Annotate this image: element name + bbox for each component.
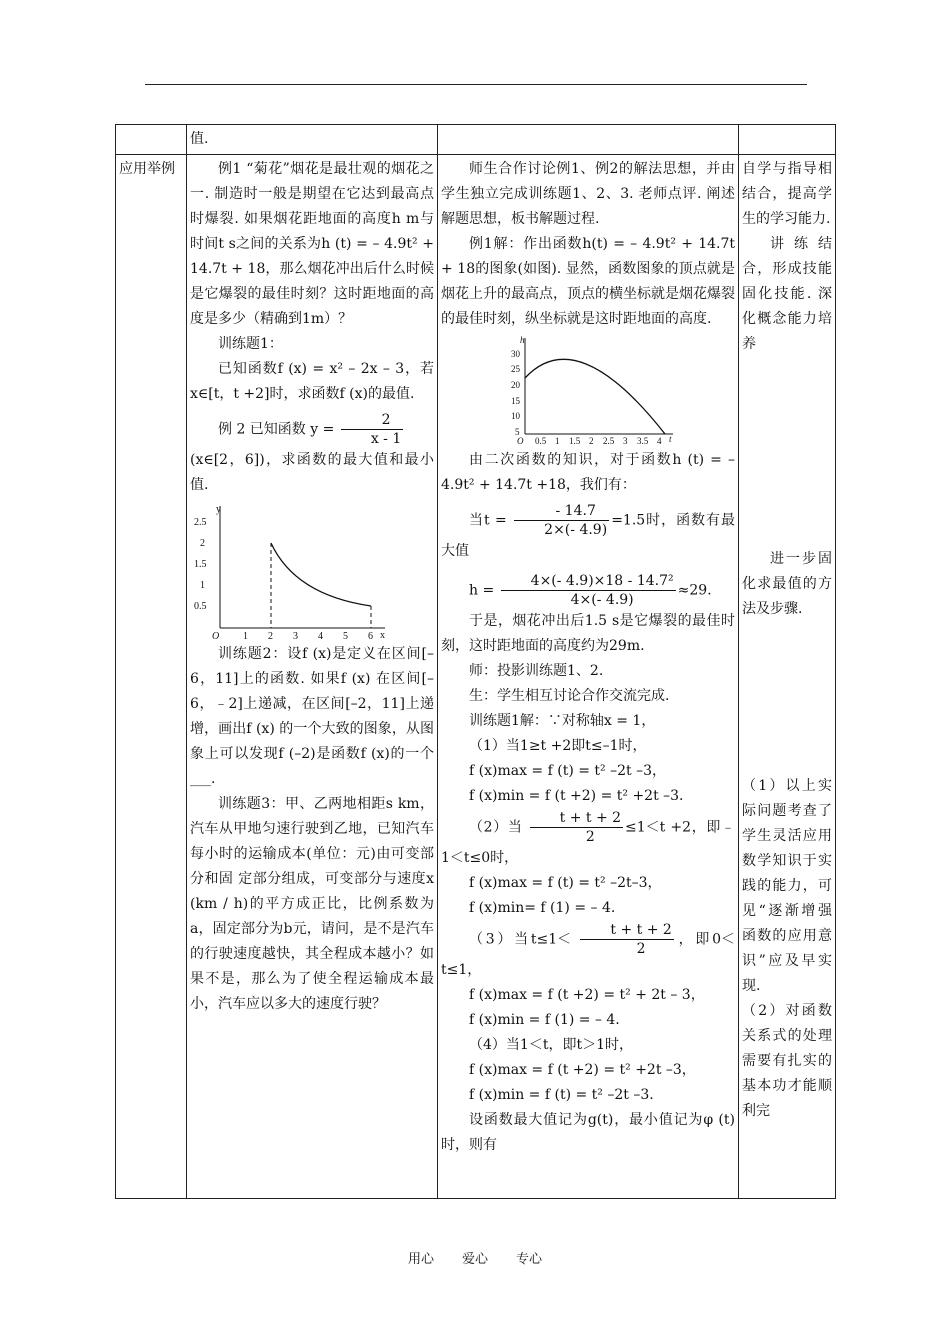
training-2: 训练题2：设f (x)是定义在区间[–6，11]上的函数. 如果f (x) 在区间[–6，﹣2]上递减，在区间[–2，11]上递增，画出f (x) 的一个大致的图象，从图象上可以发现f (–2)是函数f (x)的一个___. bbox=[190, 646, 434, 787]
header-rule bbox=[145, 84, 807, 85]
training-3: 训练题3：甲、乙两地相距s km，汽车从甲地匀速行驶到乙地，已知汽车每小时的运输成本(单位：元)由可变部分和固 定部分组成，可变部分与速度x (km / h)的平方成正比，比例系数为a，固定部分为b元，请问，是不是汽车的行驶速度越快，其全程成本越小？如果不是，那么为了使全程运输成本最小，汽车应以多大的速度行驶？ bbox=[190, 796, 434, 1012]
x-tick: 4 bbox=[318, 631, 323, 640]
page-footer: 用心 爱心 专心 bbox=[407, 1252, 543, 1267]
row1-col2: 值. bbox=[187, 125, 438, 155]
y-tick: 15 bbox=[511, 396, 520, 406]
x-tick: 4 bbox=[657, 436, 662, 446]
lesson-table bbox=[115, 124, 836, 1199]
fraction: $\frac{\text{4×(- 4.9)×18 - 14.7²}}{4\times(- 4.9)}$ bbox=[501, 572, 676, 609]
table-row bbox=[116, 155, 836, 1199]
y-tick: 5 bbox=[515, 427, 520, 437]
graph-reciprocal bbox=[190, 500, 390, 640]
y-tick: 30 bbox=[511, 349, 520, 359]
training-1: 已知函数f (x) = x² – 2x – 3，若x∈[t，t +2]时，求函数f (x)的最值. bbox=[190, 361, 434, 402]
graph-parabola bbox=[441, 334, 731, 446]
y-label: h bbox=[520, 335, 525, 345]
example-2: 例 2 已知函数 y = $\frac{2}{x - 1}$ bbox=[218, 412, 402, 447]
examples-column bbox=[187, 155, 438, 1199]
y-tick: 2 bbox=[200, 538, 205, 549]
x-tick: 2 bbox=[268, 631, 273, 640]
x-tick: 0.5 bbox=[535, 436, 547, 446]
x-tick: O bbox=[517, 436, 524, 446]
y-tick: 0.5 bbox=[194, 601, 207, 612]
example-2-domain: (x∈[2，6])，求函数的最大值和最小值. bbox=[190, 452, 434, 493]
x-tick: 3 bbox=[293, 631, 298, 640]
x-label: x bbox=[380, 630, 385, 640]
row-label: 应用举例 bbox=[116, 155, 187, 1199]
fraction: $\frac{t + t + 2}{2}$ bbox=[530, 809, 623, 846]
y-tick: 10 bbox=[511, 411, 520, 421]
example-1: 例1 “菊花”烟花是最壮观的烟花之一. 制造时一般是期望在它达到最高点时爆裂. 如果烟花距地面的高度h m与时间t s之间的关系为h (t) = – 4.9t² + 14.7t + 18，那么烟花冲出后什么时候是它爆裂的最佳时刻？这时距地面的高度是多少（精确到1m）？ bbox=[190, 161, 434, 327]
fraction: $\frac{2}{x - 1}$ bbox=[341, 411, 403, 448]
x-tick: 1.5 bbox=[569, 436, 581, 446]
x-tick: 1 bbox=[243, 631, 248, 640]
x-tick: 2 bbox=[589, 436, 594, 446]
x-tick: 6 bbox=[368, 631, 373, 640]
y-tick: 1 bbox=[200, 580, 205, 591]
y-tick: 1.5 bbox=[194, 559, 207, 570]
table-row bbox=[116, 125, 836, 155]
x-tick: 1 bbox=[555, 436, 560, 446]
x-tick: 3.5 bbox=[637, 436, 649, 446]
x-tick: 3 bbox=[623, 436, 628, 446]
training-1-title: 训练题1： bbox=[218, 336, 283, 352]
y-label: y bbox=[216, 504, 221, 515]
x-tick: 5 bbox=[343, 631, 348, 640]
discussion-column: 师生合作讨论例1、例2的解法思想，并由学生独立完成训练题1、2、3. 老师点评. 阐述解题思想，板书解题过程. 例1解：作出函数h(t) = – 4.9t² + 14.7t + 18的图象(如图). 显然，函数图象的顶点就是烟花上升的最高点，顶点的横坐标就是烟花爆裂的最佳时刻，纵坐标就是这时距地面的高度. h t 30 25 20 15 10 5 O 0.5 1 1.5 2 2.5 3 3.5 4 由二次函数的知识，对于函数h (t) = – 4.9t² + 14.7t +18，我们有： 当t = $\frac{- 14.7}{2\times(- 4.9)}$ =1.5时，函数有最大值 h = $\frac{\text{4×(- 4.9)×18 - 14.7²}}{4\times(- 4.9)}$ ≈29. 于是，烟花冲出后1.5 s是它爆裂的最佳时刻，这时距地面的高度约为29m. 师：投影训练题1、2. 生：学生相互讨论合作交流完成. 训练题1解：∵对称轴x = 1， （1）当1≥t +2即t≤–1时， f (x)max = f (t) = t² –2t –3， f (x)min = f (t +2) = t² +2t –3. （2）当 $\frac{t + t + 2}{2}$ ≤1＜t +2，即﹣1＜t≤0时， f (x)max = f (t) = t² –2t–3， f (x)min= f (1) = – 4. （3）当t≤1＜ $\frac{t + t + 2}{2}$ ，即0＜t≤1， f (x)max = f (t +2) = t² + 2t – 3， f (x)min = f (1) = – 4. （4）当1＜t，即t＞1时， f (x)max = f (t +2) = t² +2t –3， f (x)min = f (t) = t² –2t –3. 设函数最大值记为g(t)，最小值记为φ (t)时，则有 bbox=[438, 155, 739, 1199]
fraction: $\frac{- 14.7}{2\times(- 4.9)}$ bbox=[514, 502, 609, 539]
x-tick: 2.5 bbox=[603, 436, 615, 446]
y-tick: 20 bbox=[511, 380, 520, 390]
x-tick: O bbox=[212, 631, 220, 640]
y-tick: 25 bbox=[511, 364, 520, 374]
x-label: t bbox=[669, 434, 672, 444]
fraction: $\frac{t + t + 2}{2}$ bbox=[580, 921, 673, 958]
goals-column: 自学与指导相结合，提高学生的学习能力. 讲练结合，形成技能固化技能. 深化概念能力培养 进一步固化求最值的方法及步骤. （1）以上实际问题考查了学生灵活应用数学知识于实践的能力，可见“逐渐增强函数的应用意识”应及早实现. （2）对函数关系式的处理需要有扎实的基本功才能顺利完 bbox=[739, 155, 836, 1199]
y-tick: 2.5 bbox=[194, 517, 207, 528]
